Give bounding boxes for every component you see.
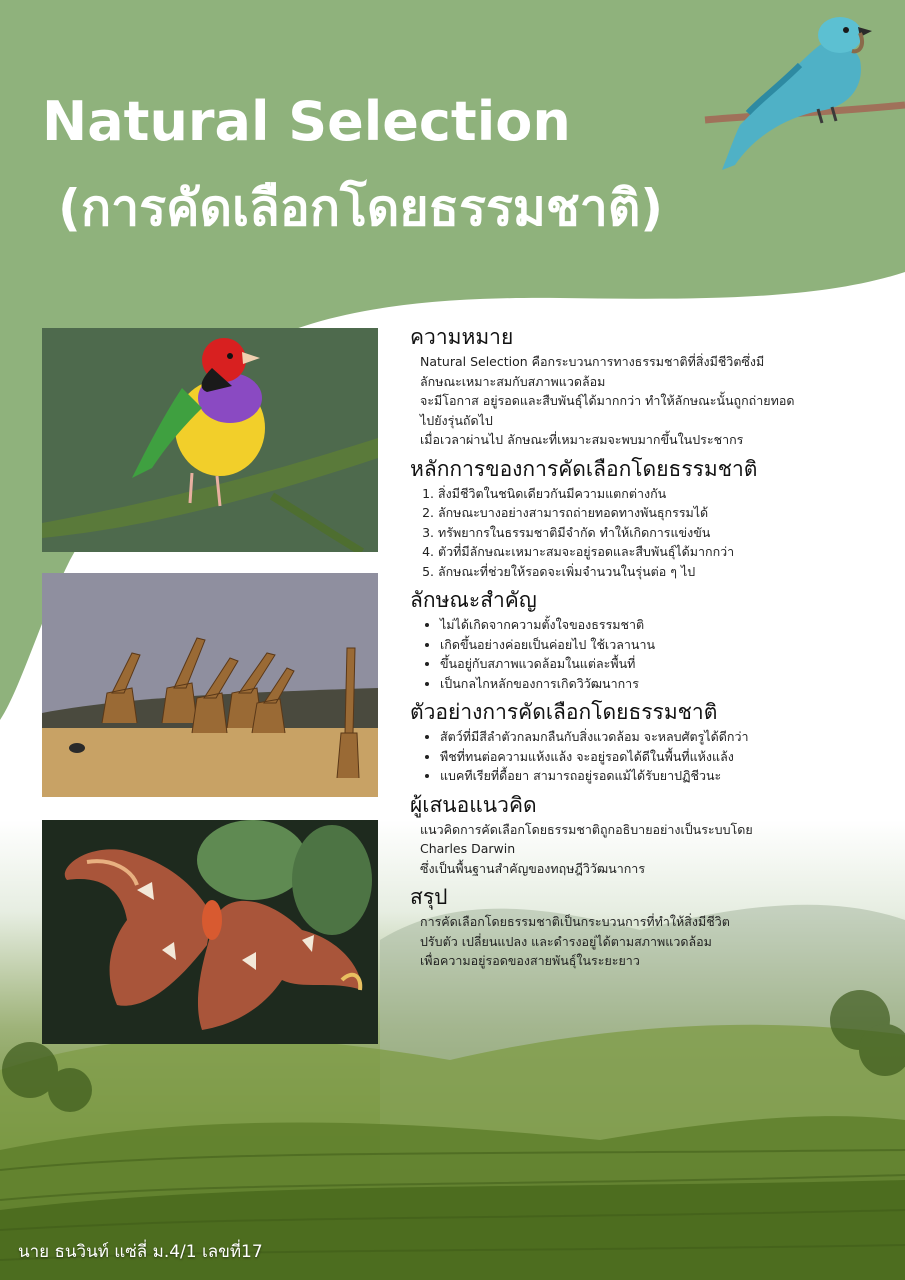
- section-proposer: [410, 790, 880, 879]
- atlas-moth-photo: [42, 820, 378, 1044]
- paragraph-line: ปรับตัว เปลี่ยนแปลง และดำรงอยู่ได้ตามสภาพแวดล้อม: [420, 933, 712, 949]
- section-heading: ลักษณะสำคัญ: [410, 588, 537, 612]
- paragraph-line: ลักษณะเหมาะสมกับสภาพแวดล้อม: [420, 373, 606, 389]
- list-item: 4. ตัวที่มีลักษณะเหมาะสมจะอยู่รอดและสืบพันธุ์ได้มากกว่า: [438, 542, 880, 562]
- list-item: • เกิดขึ้นอย่างค่อยเป็นค่อยไป ใช้เวลานาน: [440, 635, 880, 655]
- list-item: • พืชที่ทนต่อความแห้งแล้ง จะอยู่รอดได้ดีในพื้นที่แห้งแล้ง: [440, 747, 880, 767]
- list-item: • เป็นกลไกหลักของการเกิดวิวัฒนาการ: [440, 674, 880, 694]
- paragraph-line: เพื่อความอยู่รอดของสายพันธุ์ในระยะยาว: [420, 953, 640, 968]
- paragraph-line: ไปยังรุ่นถัดไป: [420, 412, 493, 428]
- title-line-1: Natural Selection: [42, 90, 571, 153]
- section-meaning: [410, 322, 880, 450]
- examples-list: [410, 727, 880, 786]
- paragraph-line: จะมีโอกาส อยู่รอดและสืบพันธุ์ได้มากกว่า ทำให้ลักษณะนั้นถูกถ่ายทอด: [420, 393, 795, 408]
- section-heading: ความหมาย: [410, 325, 514, 349]
- gouldian-finch-photo: [42, 328, 378, 552]
- section-summary: [410, 882, 880, 971]
- paragraph-line: ซึ่งเป็นพื้นฐานสำคัญของทฤษฎีวิวัฒนาการ: [420, 860, 646, 876]
- section-principles: [410, 454, 880, 582]
- paragraph-line: Natural Selection คือกระบวนการทางธรรมชาติที่สิ่งมีชีวิตซึ่งมี: [420, 354, 765, 369]
- list-item: • ไม่ได้เกิดจากความตั้งใจของธรรมชาติ: [440, 615, 880, 635]
- paragraph-line: การคัดเลือกโดยธรรมชาติเป็นกระบวนการที่ทำให้สิ่งมีชีวิต: [420, 914, 730, 929]
- paragraph-line: แนวคิดการคัดเลือกโดยธรรมชาติถูกอธิบายอย่างเป็นระบบโดย: [420, 821, 753, 837]
- page-title: [42, 90, 663, 240]
- section-heading: ผู้เสนอแนวคิด: [410, 792, 537, 817]
- section-heading: สรุป: [410, 885, 448, 909]
- list-item: 1. สิ่งมีชีวิตในชนิดเดียวกันมีความแตกต่างกัน: [438, 484, 880, 504]
- list-item: • ขึ้นอยู่กับสภาพแวดล้อมในแต่ละพื้นที่: [440, 654, 880, 674]
- list-item: 3. ทรัพยากรในธรรมชาติมีจำกัด ทำให้เกิดการแข่งขัน: [438, 523, 880, 543]
- section-heading: หลักการของการคัดเลือกโดยธรรมชาติ: [410, 456, 758, 481]
- paragraph-line: เมื่อเวลาผ่านไป ลักษณะที่เหมาะสมจะพบมากขึ้นในประชากร: [420, 432, 744, 447]
- author-credit: นาย ธนวินท์ แซ่ลี่ ม.4/1 เลขที่17: [18, 1242, 263, 1262]
- section-features: [410, 585, 880, 693]
- section-examples: [410, 697, 880, 786]
- list-item: 2. ลักษณะบางอย่างสามารถถ่ายทอดทางพันธุกรรมได้: [438, 503, 880, 523]
- giraffe-herd-photo: [42, 573, 378, 797]
- principles-list: [410, 484, 880, 582]
- section-heading: ตัวอย่างการคัดเลือกโดยธรรมชาติ: [410, 700, 718, 724]
- list-item: 5. ลักษณะที่ช่วยให้รอดจะเพิ่มจำนวนในรุ่นต่อ ๆ ไป: [438, 562, 880, 582]
- title-line-2: (การคัดเลือกโดยธรรมชาติ): [58, 179, 664, 237]
- list-item: • แบคทีเรียที่ดื้อยา สามารถอยู่รอดแม้ได้รับยาปฏิชีวนะ: [440, 766, 880, 786]
- features-list: [410, 615, 880, 693]
- paragraph-line: Charles Darwin: [420, 841, 516, 856]
- content-column: [410, 322, 880, 975]
- blue-bird-illustration: [700, 5, 905, 175]
- list-item: • สัตว์ที่มีสีลำตัวกลมกลืนกับสิ่งแวดล้อม จะหลบศัตรูได้ดีกว่า: [440, 727, 880, 747]
